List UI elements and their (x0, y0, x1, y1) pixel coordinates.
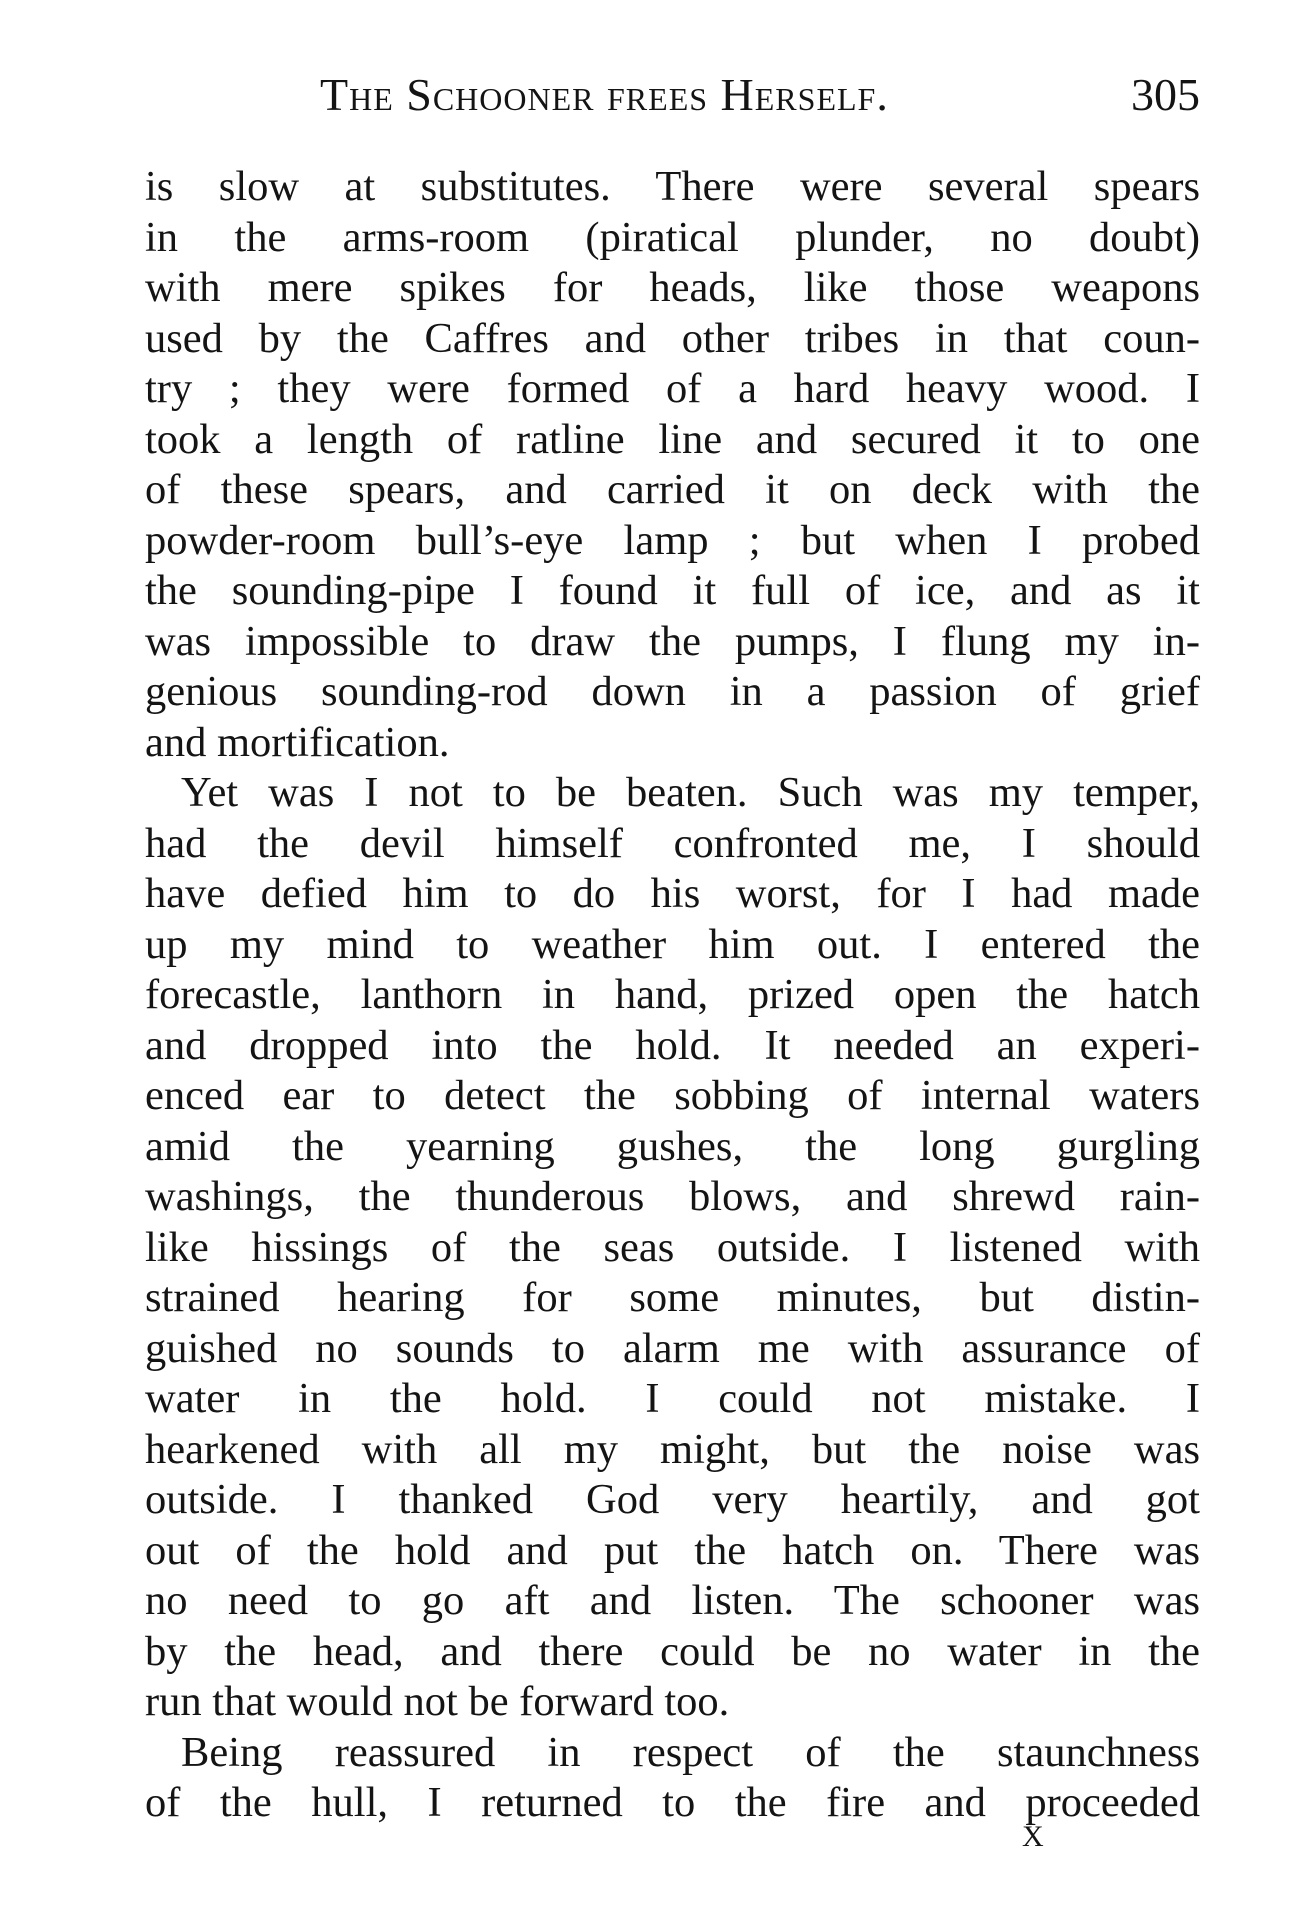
running-title: The Schooner frees Herself. (320, 69, 889, 120)
text-line: outside. I thanked God very heartily, and got (145, 1476, 1200, 1523)
text-line: like hissings of the seas outside. I listened with (145, 1223, 1200, 1271)
running-head (140, 68, 1200, 128)
text-line: in the arms-room (piratical plunder, no doubt) (145, 213, 1200, 261)
text-line: took a length of ratline line and secured it to one (145, 415, 1200, 463)
text-line: of these spears, and carried it on deck with the (145, 466, 1200, 513)
text-line: genious sounding-rod down in a passion of grief (145, 668, 1200, 715)
text-line: run that would not be forward too. (145, 1678, 730, 1725)
text-line: enced ear to detect the sobbing of internal waters (145, 1072, 1200, 1119)
text-line: have defied him to do his worst, for I had made (145, 870, 1200, 917)
text-line: Being reassured in respect of the staunchness (181, 1728, 1200, 1776)
text-line: up my mind to weather him out. I entered the (145, 920, 1200, 968)
text-line: with mere spikes for heads, like those weapons (145, 264, 1200, 311)
body-text (145, 162, 1200, 1829)
text-line: out of the hold and put the hatch on. There was (145, 1526, 1200, 1574)
text-line: is slow at substitutes. There were several spears (145, 163, 1200, 210)
text-line: of the hull, I returned to the fire and proceeded (145, 1779, 1200, 1826)
paragraph-2 (145, 768, 1200, 1728)
text-line: strained hearing for some minutes, but distin- (145, 1274, 1200, 1321)
text-line: was impossible to draw the pumps, I flung my in- (145, 617, 1200, 665)
text-line: amid the yearning gushes, the long gurgling (145, 1122, 1200, 1170)
text-line: guished no sounds to alarm me with assurance of (145, 1324, 1200, 1372)
page-number: 305 (1131, 69, 1200, 120)
text-line: washings, the thunderous blows, and shrewd rain- (145, 1173, 1200, 1220)
text-line: no need to go aft and listen. The schooner was (145, 1577, 1200, 1624)
text-line: hearkened with all my might, but the noise was (145, 1425, 1200, 1473)
paragraph-3 (145, 1728, 1200, 1829)
text-line: and mortification. (145, 718, 450, 766)
text-line: try ; they were formed of a hard heavy wood. I (145, 365, 1200, 412)
text-line: Yet was I not to be beaten. Such was my temper, (181, 769, 1200, 816)
signature-mark: X (1022, 1820, 1044, 1853)
text-line: used by the Caffres and other tribes in that coun- (145, 314, 1200, 362)
text-line: by the head, and there could be no water in the (145, 1627, 1200, 1675)
text-line: water in the hold. I could not mistake. I (145, 1375, 1200, 1422)
text-line: and dropped into the hold. It needed an experi- (145, 1021, 1200, 1069)
text-line: had the devil himself confronted me, I should (145, 819, 1200, 867)
text-line: powder-room bull’s-eye lamp ; but when I probed (145, 516, 1200, 564)
text-line: forecastle, lanthorn in hand, prized open the hatch (145, 971, 1200, 1018)
text-line: the sounding-pipe I found it full of ice, and as it (145, 567, 1200, 614)
paragraph-1 (145, 162, 1200, 768)
